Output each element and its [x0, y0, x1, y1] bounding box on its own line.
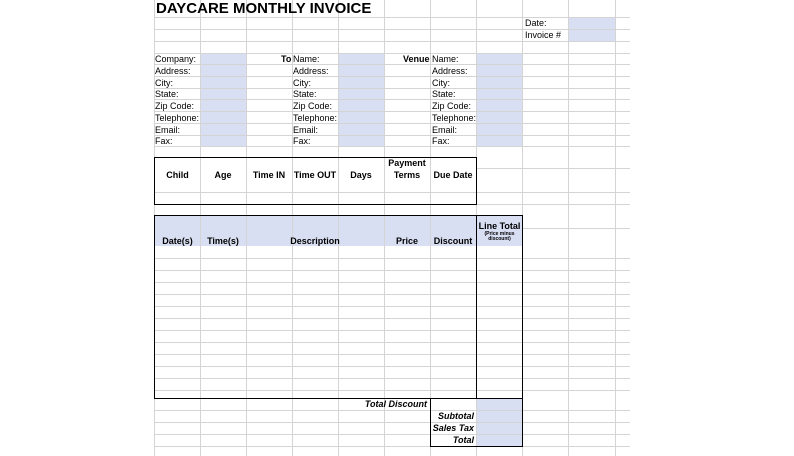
- venue-field: Zip Code:: [432, 101, 472, 111]
- to-field: Telephone:: [293, 113, 338, 123]
- col-header-line-total: Line Total: [478, 221, 521, 231]
- sales-tax-label: Sales Tax: [432, 423, 474, 433]
- company-field: Company:: [155, 54, 197, 64]
- venue-field: Address:: [432, 66, 468, 76]
- venue-field: Fax:: [432, 136, 450, 146]
- to-field: Email:: [293, 125, 319, 135]
- venue-field: Name:: [432, 54, 459, 64]
- date-label: Date:: [525, 18, 547, 28]
- to-field: Name:: [293, 54, 320, 64]
- col-header-days: Days: [350, 170, 372, 180]
- to-field: Fax:: [293, 136, 311, 146]
- to-field: State:: [293, 89, 317, 99]
- col-header-times: Time(s): [207, 236, 239, 246]
- col-header-age: Age: [214, 170, 232, 180]
- line-total-note: (Price minus discount): [484, 231, 515, 242]
- col-header-discount: Discount: [433, 236, 473, 246]
- company-field: Email:: [155, 125, 181, 135]
- total-label: Total: [452, 435, 474, 445]
- subtotal-label: Subtotal: [438, 411, 474, 421]
- company-field: Zip Code:: [155, 101, 195, 111]
- to-label: To: [281, 54, 292, 64]
- venue-field: State:: [432, 89, 456, 99]
- col-header-child: Child: [166, 170, 189, 180]
- col-header-dates: Date(s): [162, 236, 193, 246]
- to-field: Zip Code:: [293, 101, 333, 111]
- page-title: DAYCARE MONTHLY INVOICE: [156, 0, 372, 17]
- to-field: City:: [293, 78, 311, 88]
- company-field: Telephone:: [155, 113, 200, 123]
- venue-field: Email:: [432, 125, 458, 135]
- col-header-due-date: Due Date: [433, 170, 473, 180]
- col-header-terms: Terms: [393, 170, 421, 180]
- to-field: Address:: [293, 66, 329, 76]
- venue-label: Venue: [403, 54, 430, 64]
- company-field: Address:: [155, 66, 191, 76]
- col-header-price: Price: [395, 236, 419, 246]
- company-field: State:: [155, 89, 179, 99]
- col-header-time-out: Time OUT: [293, 170, 337, 180]
- venue-field: Telephone:: [432, 113, 477, 123]
- total-discount-label: Total Discount: [364, 399, 427, 409]
- company-field: Fax:: [155, 136, 173, 146]
- invoice-number-label: Invoice #: [525, 30, 562, 40]
- col-header-description: Description: [290, 236, 340, 246]
- col-header-payment: Payment: [388, 158, 426, 168]
- company-field: City:: [155, 78, 173, 88]
- venue-field: City:: [432, 78, 450, 88]
- col-header-time-in: Time IN: [252, 170, 286, 180]
- line-total-column-border: [476, 215, 523, 399]
